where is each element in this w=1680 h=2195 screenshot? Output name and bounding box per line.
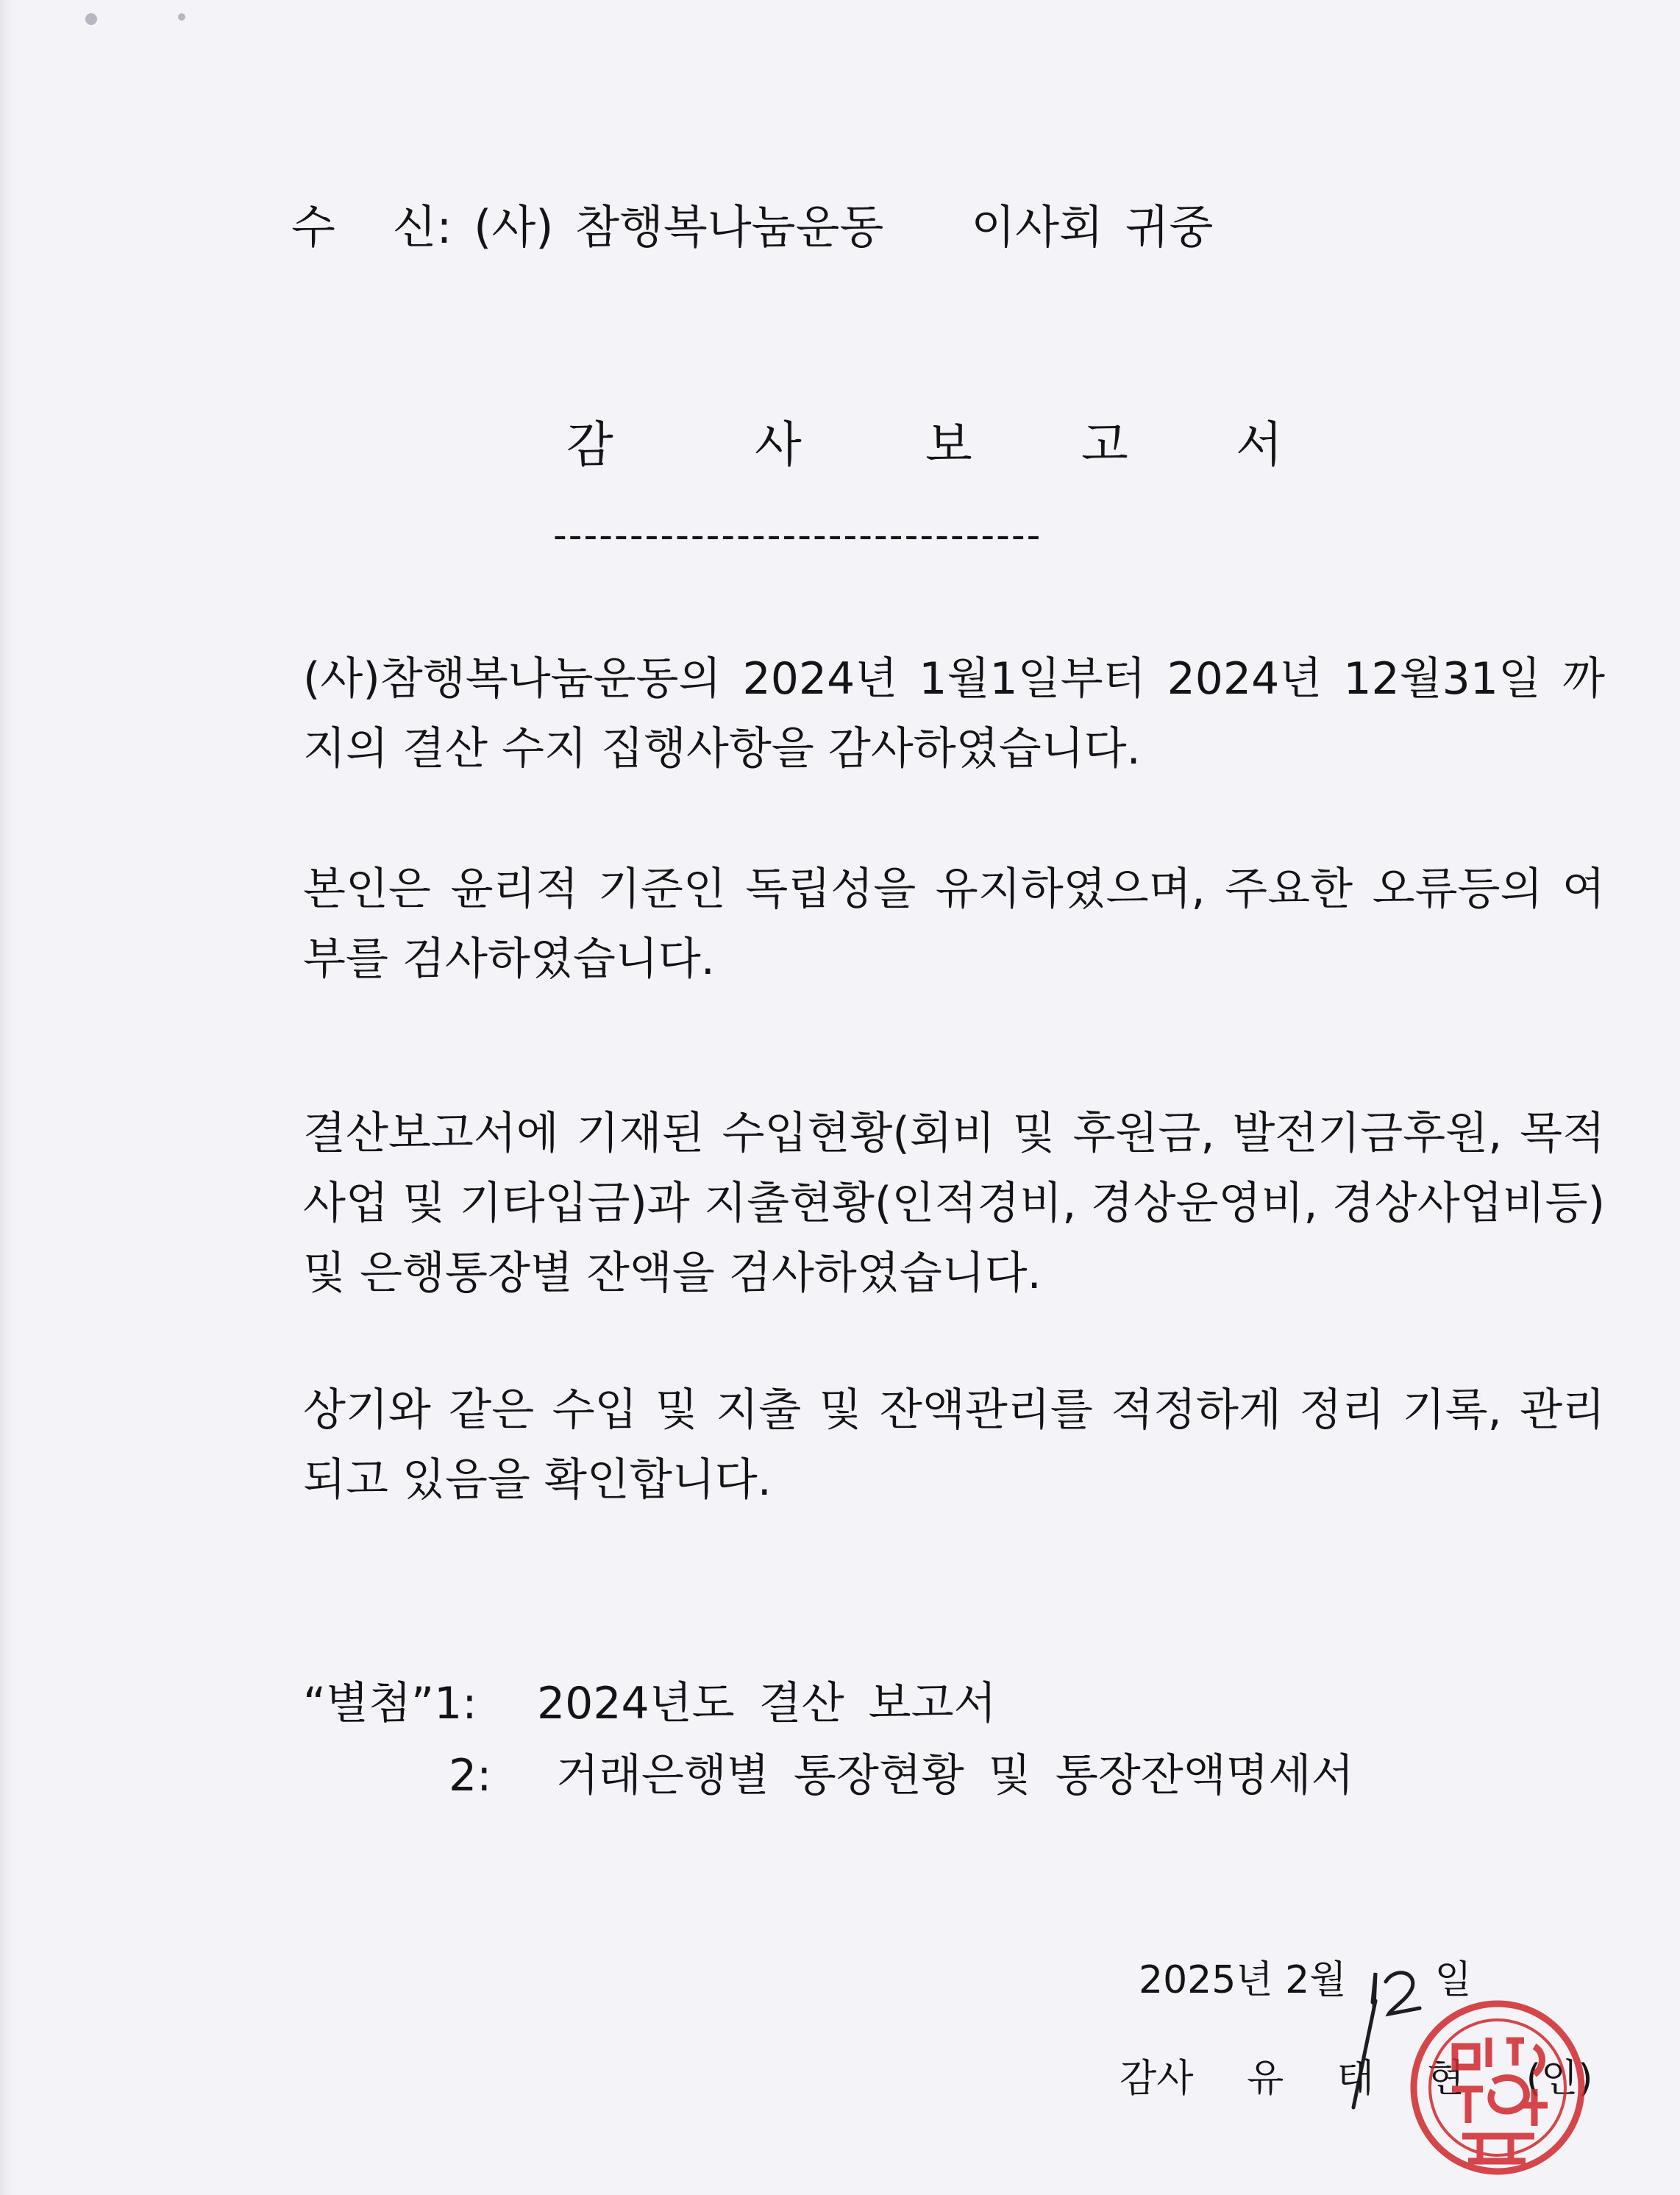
paragraph-period: (사)참행복나눔운동의 2024년 1월1일부터 2024년 12월31일 까지의 결산 수지 집행사항을 감사하였습니다. bbox=[303, 653, 1605, 775]
title-char: 보 bbox=[925, 416, 972, 473]
date-month: 2월 bbox=[1285, 1958, 1347, 2002]
document-title bbox=[566, 416, 1309, 480]
recipient-org: (사) 참행복나눔운동 bbox=[474, 200, 884, 254]
auditor-role: 감사 bbox=[1120, 2057, 1194, 2101]
seal-mark-text: (인) bbox=[1526, 2057, 1593, 2101]
date-year: 2025년 bbox=[1139, 1958, 1273, 2002]
attachment-item-2: 거래은행별 통장현황 및 통장잔액명세서 bbox=[556, 1750, 1354, 1801]
paragraph-scope: 결산보고서에 기재된 수입현황(회비 및 후원금, 발전기금후원, 목적사업 및 기타입금)과 지출현황(인적경비, 경상운영비, 경상사업비등) 및 은행통장별 잔액을 검사하였습니다. bbox=[303, 1108, 1605, 1299]
scan-speck bbox=[85, 13, 97, 25]
auditor-name-3: 현 bbox=[1427, 2057, 1464, 2101]
title-char: 서 bbox=[1236, 416, 1283, 473]
title-char: 사 bbox=[755, 416, 802, 473]
title-char: 감 bbox=[566, 416, 613, 473]
auditor-name-2: 태 bbox=[1336, 2057, 1374, 2101]
scan-speck bbox=[178, 13, 185, 21]
date-day-suffix: 일 bbox=[1434, 1958, 1472, 2002]
recipient-label-b: 신: bbox=[392, 200, 452, 254]
paragraph-conclusion: 상기와 같은 수입 및 지출 및 잔액관리를 적정하게 정리 기록, 관리되고 있음을 확인합니다. bbox=[303, 1384, 1605, 1506]
scan-edge bbox=[0, 0, 13, 2195]
recipient-line bbox=[291, 200, 1214, 254]
title-char: 고 bbox=[1081, 416, 1128, 473]
paragraph-independence: 본인은 윤리적 기준인 독립성을 유지하였으며, 주요한 오류등의 여부를 검사하였습니다. bbox=[303, 864, 1605, 985]
auditor-name-1: 유 bbox=[1247, 2057, 1284, 2101]
attachment-number-2: 2: bbox=[449, 1750, 492, 1801]
recipient-label-a: 수 bbox=[291, 200, 335, 254]
recipient-to: 이사회 귀중 bbox=[971, 200, 1214, 254]
title-underline: -------------------------------- bbox=[553, 516, 1042, 555]
attachment-label: “별첨”1: bbox=[303, 1678, 477, 1729]
red-seal-stamp bbox=[1398, 1979, 1589, 2195]
attachment-item-1: 2024년도 결산 보고서 bbox=[537, 1678, 997, 1729]
